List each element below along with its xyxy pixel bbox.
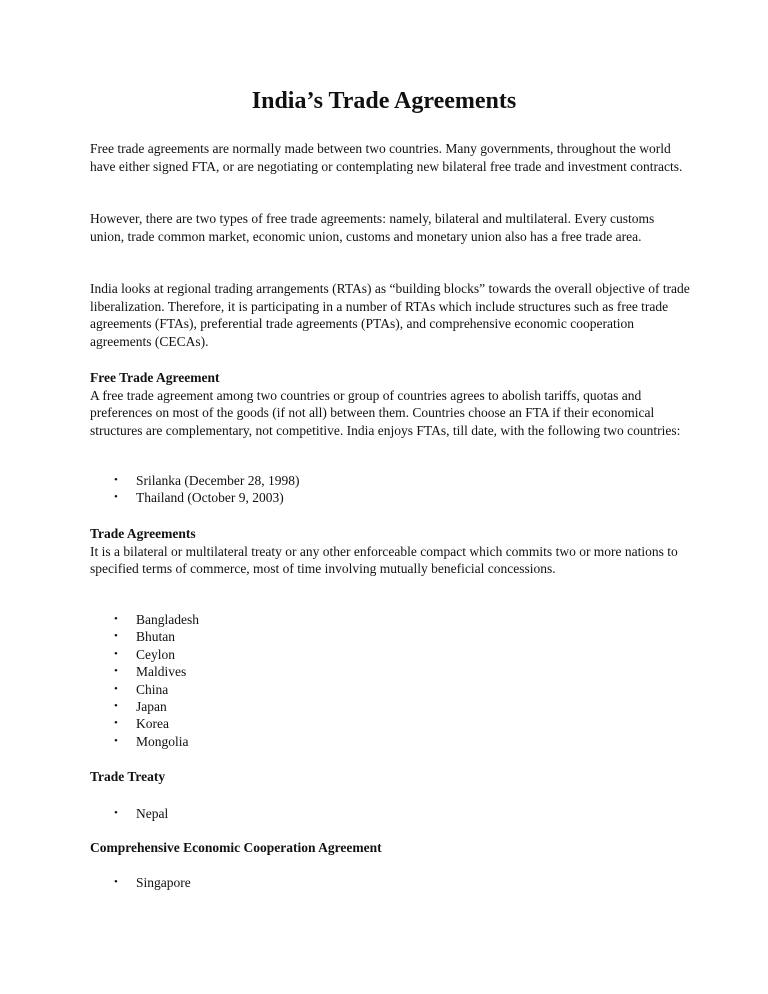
list-item: • Maldives xyxy=(114,664,187,680)
bullet-icon: • xyxy=(114,613,118,625)
section-free-trade-agreement xyxy=(90,369,690,439)
section-ceca xyxy=(90,839,690,857)
section-trade-treaty xyxy=(90,768,690,786)
list-item: • Bhutan xyxy=(114,629,175,645)
paragraph-intro: Free trade agreements are normally made between two countries. Many governments, throughout the world have either signed FTA, or are negotiating or contemplating new bilateral free trade and investment contracts. xyxy=(90,141,683,174)
section-heading-ceca: Comprehensive Economic Cooperation Agreement xyxy=(90,840,382,855)
bullet-icon: • xyxy=(114,807,118,819)
section-heading-ta: Trade Agreements xyxy=(90,526,196,541)
section-heading-fta: Free Trade Agreement xyxy=(90,370,220,385)
list-item: • Korea xyxy=(114,716,169,732)
list-item: • Nepal xyxy=(114,806,169,821)
bullet-icon: • xyxy=(114,682,118,695)
bullet-icon: • xyxy=(114,630,118,643)
list-item: • Japan xyxy=(114,698,167,714)
document-title: India’s Trade Agreements xyxy=(251,88,517,114)
fta-country-list xyxy=(90,472,299,507)
section-trade-agreements xyxy=(90,525,690,578)
tt-country-list xyxy=(90,805,168,822)
ceca-country-list xyxy=(90,874,191,891)
list-item: • Singapore xyxy=(114,875,191,890)
ta-country-list xyxy=(90,611,199,750)
bullet-icon: • xyxy=(114,876,118,888)
bullet-icon: • xyxy=(114,699,118,712)
bullet-icon: • xyxy=(114,474,118,486)
list-item: • Mongolia xyxy=(114,733,189,749)
list-item: • Thailand (October 9, 2003) xyxy=(114,490,284,506)
list-item: • Ceylon xyxy=(114,646,175,662)
bullet-icon: • xyxy=(114,665,118,678)
section-heading-tt: Trade Treaty xyxy=(90,769,166,784)
bullet-icon: • xyxy=(114,717,118,730)
bullet-icon: • xyxy=(114,491,118,504)
list-item: • China xyxy=(114,681,169,697)
bullet-icon: • xyxy=(114,734,118,747)
list-item: • Srilanka (December 28, 1998) xyxy=(114,473,300,488)
bullet-icon: • xyxy=(114,647,118,660)
list-item: • Bangladesh xyxy=(114,612,199,627)
paragraph-rtas: India looks at regional trading arrangements (RTAs) as “building blocks” towards the overall objective of trade liberalization. Therefore, it is participating in a number of RTAs which include structures such as free trade agreements (FTAs), preferential trade agreements (PTAs), and comprehensive economic cooperation agreements (CECAs). xyxy=(90,281,690,349)
paragraph-types: However, there are two types of free trade agreements: namely, bilateral and multilateral. Every customs union, trade common market, economic union, customs and monetary union also has a free trade area. xyxy=(90,211,655,244)
section-text-fta: A free trade agreement among two countries or group of countries agrees to abolish tariffs, quotas and preferences on most of the goods (if not all) between them. Countries choose an FTA if their economical structures are complementary, not competitive. India enjoys FTAs, till date, with the following two countries: xyxy=(90,387,681,438)
section-text-ta: It is a bilateral or multilateral treaty or any other enforceable compact which commits two or more nations to specified terms of commerce, most of time involving mutually beneficial concessions. xyxy=(90,543,678,576)
